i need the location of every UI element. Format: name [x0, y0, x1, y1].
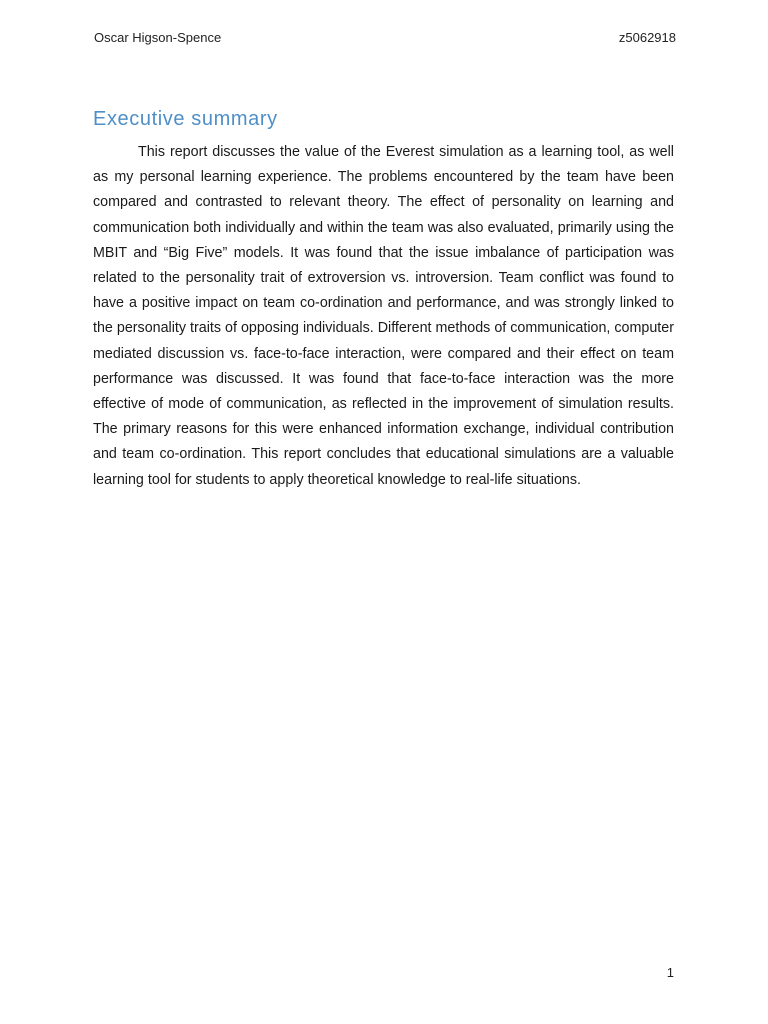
- section-heading: Executive summary: [93, 108, 278, 130]
- student-id: z5062918: [618, 30, 676, 45]
- page-number: 1: [666, 965, 674, 980]
- summary-paragraph: This report discusses the value of the Everest simulation as a learning tool, as well as my personal learning experience. The problems encountered by the team have been compared and contrasted to relevant theory. The effect of personality on learning and communication both individually and within the team was also evaluated, primarily using the MBIT and “Big Five” models. It was found that the issue imbalance of participation was related to the personality trait of extroversion vs. introversion. Team conflict was found to have a positive impact on team co-ordination and performance, and was strongly linked to the personality traits of opposing individuals. Different methods of communication, computer mediated discussion vs. face-to-face interaction, were compared and their effect on team performance was discussed. It was found that face-to-face interaction was the more effective of mode of communication, as reflected in the improvement of simulation results. The primary reasons for this were enhanced information exchange, individual contribution and team co-ordination. This report concludes that educational simulations are a valuable learning tool for students to apply theoretical knowledge to real-life situations.: [93, 144, 674, 488]
- author-name: Oscar Higson-Spence: [94, 30, 222, 45]
- page-header: [94, 30, 676, 48]
